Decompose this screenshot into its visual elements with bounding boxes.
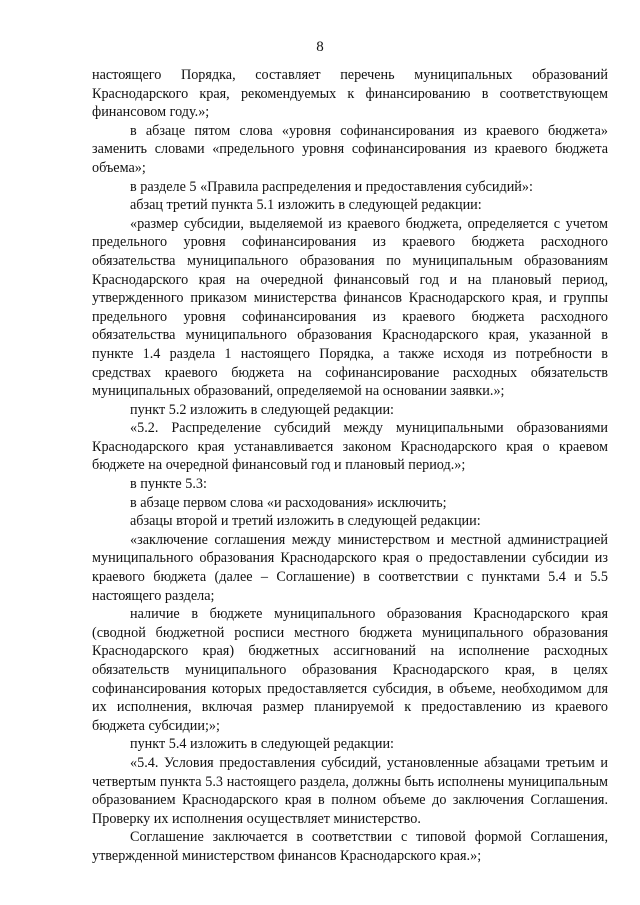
paragraph: в разделе 5 «Правила распределения и предоставления субсидий»: xyxy=(130,178,533,195)
paragraph: Соглашение заключается в соответствии с типовой формой Соглашения, утвержденной министерством финансов Краснодарского края.»; xyxy=(92,829,608,864)
paragraph: в пункте 5.3: xyxy=(130,476,207,493)
paragraph: в абзаце первом слова «и расходования» исключить; xyxy=(130,494,447,511)
paragraph: «5.4. Условия предоставления субсидий, установленные абзацами третьим и четвертым пункта 5.3 настоящего раздела, должны быть исполнены муниципальным образованием Краснодарского края в полном объеме до заключения Соглашения. Проверку их исполнения осуществляет министерство. xyxy=(92,754,608,827)
paragraph: «5.2. Распределение субсидий между муниципальными образованиями Краснодарского края устанавливается законом Краснодарского края о краевом бюджете на очередной финансовый год и плановый период.»; xyxy=(92,420,608,474)
paragraph: «заключение соглашения между министерством и местной администрацией муниципального образования Краснодарского края о предоставлении субсидии из краевого бюджета (далее – Соглашение) в соответствии с пунктами 5.4 и 5.5 настоящего раздела; xyxy=(92,531,608,604)
paragraph: настоящего Порядка, составляет перечень муниципальных образований Краснодарского края, рекомендуемых к финансированию в соответствующем финансовом году.»; xyxy=(92,67,608,121)
paragraph: абзацы второй и третий изложить в следующей редакции: xyxy=(130,513,481,530)
paragraph: пункт 5.2 изложить в следующей редакции: xyxy=(130,401,394,418)
paragraph: «размер субсидии, выделяемой из краевого бюджета, определяется с учетом предельного уровня софинансирования из краевого бюджета расходного обязательства муниципального образования по муниципальным образованиям Краснодарского края на очередной финансовый год и на плановый период, утвержденного приказом министерства финансов Краснодарского края, и группы предельного уровня софинансирования из краевого бюджета расходного обязательства муниципального образования Краснодарского края, указанной в пункте 1.4 раздела 1 настоящего Порядка, а также исходя из потребности в средствах краевого бюджета на софинансирование расходных обязательств муниципальных образований, определяемой на основании заявки.»; xyxy=(92,215,608,400)
paragraph: наличие в бюджете муниципального образования Краснодарского края (сводной бюджетной росписи местного бюджета муниципального образования Краснодарского края) бюджетных ассигнований на исполнение расходных обязательств муниципального образования Краснодарского края, в целях софинансирования которых предоставляется субсидия, в объеме, необходимом для их исполнения, включая размер планируемой к предоставлению из краевого бюджета субсидии;»; xyxy=(92,606,608,734)
paragraph: пункт 5.4 изложить в следующей редакции: xyxy=(130,736,394,753)
document-body xyxy=(92,66,608,866)
paragraph: абзац третий пункта 5.1 изложить в следующей редакции: xyxy=(130,197,482,214)
paragraph: в абзаце пятом слова «уровня софинансирования из краевого бюджета» заменить словами «предельного уровня софинансирования из краевого бюджета объема»; xyxy=(92,122,608,176)
page-number: 8 xyxy=(316,39,324,55)
